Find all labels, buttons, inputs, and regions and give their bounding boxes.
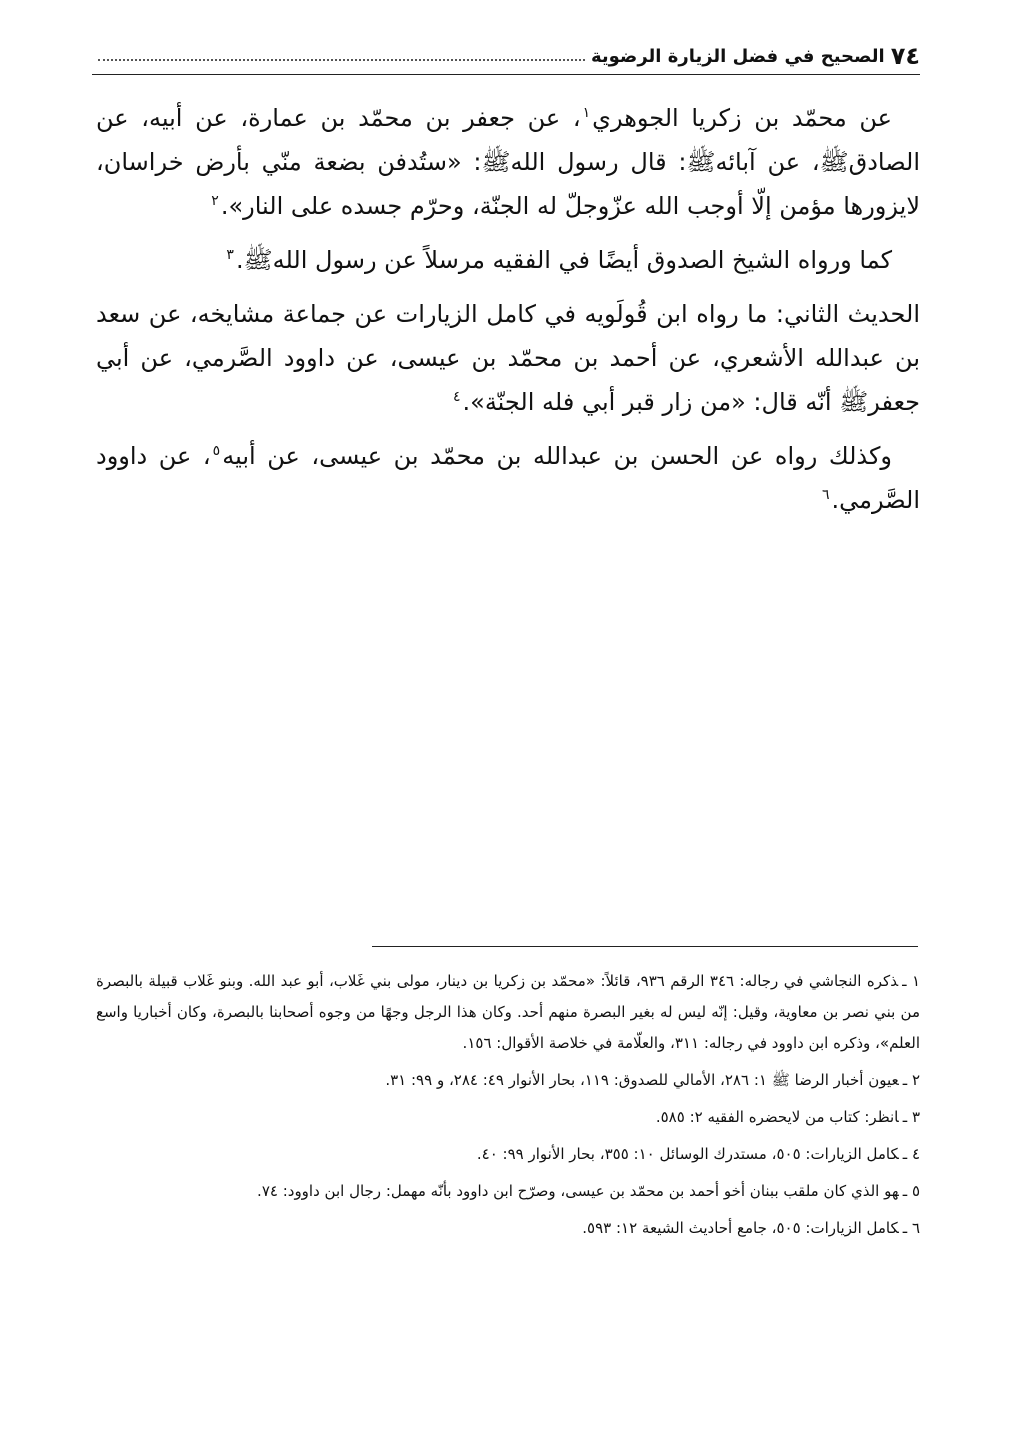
running-header (92, 38, 920, 75)
footnote-number: ١ ـ (902, 972, 920, 990)
footnote-text: انظر: كتاب من لايحضره الفقيه ٢: ٥٨٥. (655, 1108, 899, 1126)
footnote-text: هو الذي كان ملقب ببنان أخو أحمد بن محمّد بن عيسى، وصرّح ابن داوود بأنّه مهمل: رجال ابن داوود: ٧٤. (257, 1182, 899, 1200)
footnote-number: ٥ ـ (902, 1182, 920, 1200)
footnote (96, 966, 920, 1059)
footnote-number: ٤ ـ (902, 1145, 920, 1163)
honorific-symbol: ﷺ (481, 148, 511, 176)
text-run: أنّه قال: «من زار قبر أبي فله الجنّة». (462, 388, 840, 416)
text-run: ، عن جعفر بن محمّد بن عمارة، عن أبيه، عن الصادق (96, 104, 920, 176)
header-dot-leader (98, 59, 585, 61)
footnote-text: كامل الزيارات: ٥٠٥، مستدرك الوسائل ١٠: ٣٥٥، بحار الأنوار ٩٩: ٤٠. (476, 1145, 899, 1163)
text-run: كما ورواه الشيخ الصدوق أيضًا في الفقيه مرسلاً عن رسول الله (272, 246, 892, 274)
text-run: وكذلك رواه عن الحسن بن عبدالله بن محمّد بن عيسى، عن أبيه (222, 442, 892, 470)
paragraph-hadith-2 (96, 292, 920, 424)
footnote (96, 1102, 920, 1133)
paragraph-saduq (96, 238, 920, 282)
honorific-symbol: ﷺ (839, 388, 869, 416)
footnote-text: عيون أخبار الرضا ﷺ ١: ٢٨٦، الأمالي للصدوق: ١١٩، بحار الأنوار ٤٩: ٢٨٤، و ٩٩: ٣١. (385, 1071, 899, 1089)
footnote-number: ٦ ـ (902, 1219, 920, 1237)
footnote-number: ٢ ـ (902, 1071, 920, 1089)
footnote (96, 1139, 920, 1170)
text-run: . (235, 246, 244, 274)
text-run: : قال رسول الله (510, 148, 687, 176)
footnote-ref-4[interactable]: ٤ (452, 389, 461, 405)
footnote-text: ذكره النجاشي في رجاله: ٣٤٦ الرقم ٩٣٦، قائلاً: «محمّد بن زكريا بن دينار، مولى بني غَلاب، أبو عبد الله. وبنو غَلاب قبيلة بالبصرة من بني نصر بن معاوية، وقيل: إنّه ليس له بغير البصرة منهم أحد. وكان هذا الرجل وجهًا من وجوه أصحابنا بالبصرة، وكان أخباريا واسع العلم»، وذكره ابن داوود في رجاله: ٣١١، والعلّامة في خلاصة الأقوال: ١٥٦. (96, 972, 920, 1052)
footnote-ref-3[interactable]: ٣ (226, 247, 234, 263)
page-number: ٧٤ (890, 42, 920, 70)
footnote (96, 1065, 920, 1096)
text-run: ، عن داوود الصَّرمي. (96, 442, 920, 514)
footnotes (96, 966, 920, 1250)
footnote-separator (372, 946, 918, 947)
footnote-ref-2[interactable]: ٢ (211, 193, 219, 209)
text-run: الحديث الثاني: ما رواه ابن قُولَويه في كامل الزيارات عن جماعة مشايخه، عن سعد بن عبدالله الأشعري، عن أحمد بن محمّد بن عيسى، عن داوود الصَّرمي، عن أبي جعفر (96, 300, 920, 416)
running-title: الصحيح في فضل الزيارة الرضوية (590, 45, 885, 67)
honorific-symbol: ﷺ (243, 246, 273, 274)
footnote-ref-1[interactable]: ١ (582, 105, 591, 121)
text-run: : «ستُدفن بضعة منّي بأرض خراسان، لايزورها مؤمن إلّا أوجب الله عزّوجلّ له الجنّة، وحرّم جسده على النار». (96, 148, 920, 220)
paragraph-also-narrated (96, 434, 920, 522)
footnote-ref-5[interactable]: ٥ (212, 443, 221, 459)
honorific-symbol: ﷺ (819, 148, 849, 176)
footnote (96, 1176, 920, 1207)
footnote-number: ٣ ـ (902, 1108, 920, 1126)
honorific-symbol: ﷺ (686, 148, 716, 176)
paragraph-hadith-1 (96, 96, 920, 228)
text-run: ، عن آبائه (715, 148, 820, 176)
footnote (96, 1213, 920, 1244)
footnote-ref-6[interactable]: ٦ (821, 487, 830, 503)
text-run: عن محمّد بن زكريا الجوهري (592, 104, 892, 132)
footnote-text: كامل الزيارات: ٥٠٥، جامع أحاديث الشيعة ١٢: ٥٩٣. (582, 1219, 899, 1237)
main-text (96, 96, 920, 532)
